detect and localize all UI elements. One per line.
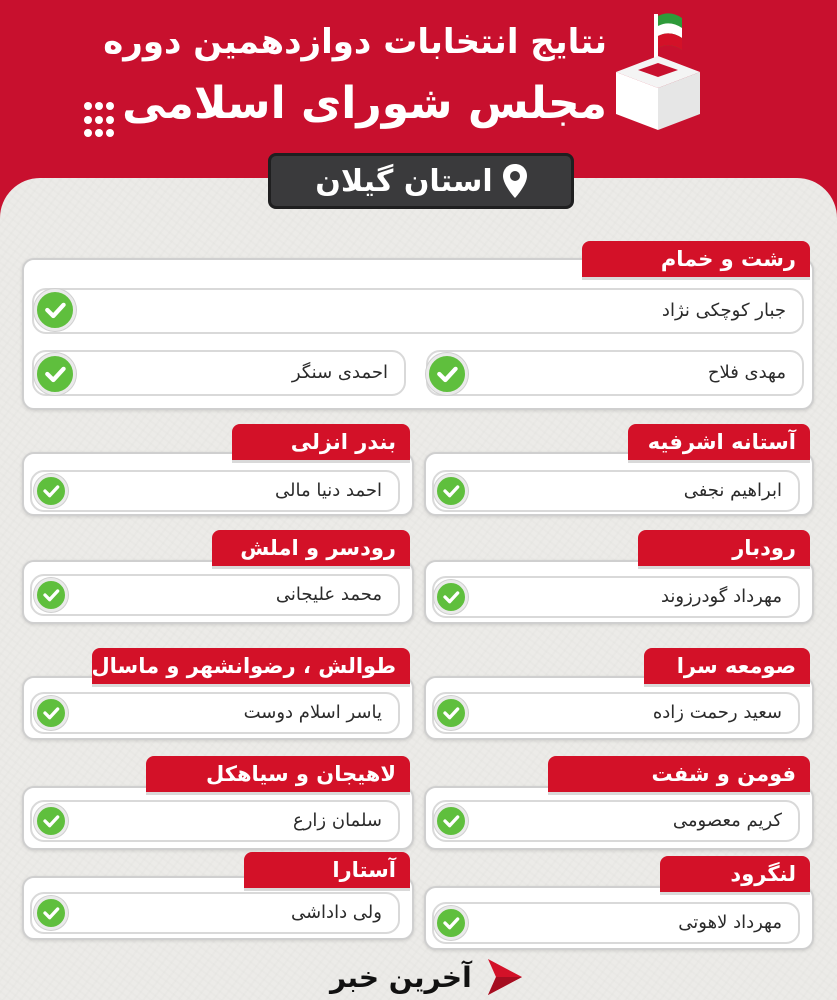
check-circle-icon (426, 353, 468, 395)
check-circle-icon (434, 474, 468, 508)
district-title-astara: آستارا (244, 852, 410, 888)
title-line-1: نتایج انتخابات دوازدهمین دوره (103, 22, 607, 62)
province-badge (268, 153, 574, 209)
district-title-someesara: صومعه سرا (644, 648, 810, 684)
winner-pill (432, 470, 800, 512)
menu-dots-icon[interactable] (84, 102, 114, 140)
check-circle-icon (34, 804, 68, 838)
winner-pill (432, 576, 800, 618)
winner-pill (30, 692, 400, 734)
winner-name: احمدی سنگر (291, 362, 388, 383)
province-name: استان گیلان (315, 163, 493, 199)
check-circle-icon (34, 474, 68, 508)
district-title-fuman: فومن و شفت (548, 756, 810, 792)
check-circle-icon (434, 906, 468, 940)
check-circle-icon (34, 896, 68, 930)
district-title-rudsar: رودسر و املش (212, 530, 410, 566)
check-circle-icon (34, 289, 76, 331)
check-circle-icon (34, 353, 76, 395)
district-title-anzali: بندر انزلی (232, 424, 410, 460)
ballot-box-with-flag-icon (610, 10, 705, 132)
winner-pill (30, 800, 400, 842)
district-title-astaneh: آستانه اشرفیه (628, 424, 810, 460)
district-title-talesh: طوالش ، رضوانشهر و ماسال (92, 648, 410, 684)
winner-name: مهدی فلاح (707, 362, 786, 383)
district-title-rudbar: رودبار (638, 530, 810, 566)
winner-pill (426, 350, 804, 396)
check-circle-icon (434, 804, 468, 838)
check-circle-icon (34, 578, 68, 612)
winner-name: کریم معصومی (672, 810, 782, 831)
footer-brand-name: آخرین خبر (330, 960, 472, 994)
brand-logo-icon (480, 955, 526, 999)
winner-pill (30, 892, 400, 934)
winner-pill (32, 350, 406, 396)
winner-pill (30, 470, 400, 512)
winner-name: یاسر اسلام دوست (243, 702, 382, 723)
district-title-rasht: رشت و خمام (582, 241, 810, 277)
check-circle-icon (434, 580, 468, 614)
footer-logo (330, 955, 526, 999)
winner-pill (30, 574, 400, 616)
winner-name: سلمان زارع (293, 810, 382, 831)
location-pin-icon (503, 164, 527, 198)
winner-name: ولی داداشی (290, 902, 382, 923)
winner-name: سعید رحمت زاده (652, 702, 782, 723)
winner-name: جبار کوچکی نژاد (661, 300, 786, 321)
winner-name: مهرداد گودرزوند (660, 586, 782, 607)
winner-name: ابراهیم نجفی (683, 480, 782, 501)
winner-pill (432, 800, 800, 842)
title-line-2: مجلس شورای اسلامی (122, 78, 607, 129)
winner-name: احمد دنیا مالی (275, 480, 382, 501)
check-circle-icon (434, 696, 468, 730)
check-circle-icon (34, 696, 68, 730)
winner-pill (32, 288, 804, 334)
winner-name: محمد علیجانی (275, 584, 382, 605)
district-title-lahijan: لاهیجان و سیاهکل (146, 756, 410, 792)
winner-pill (432, 902, 800, 944)
district-title-langarud: لنگرود (660, 856, 810, 892)
winner-pill (432, 692, 800, 734)
winner-name: مهرداد لاهوتی (678, 912, 782, 933)
